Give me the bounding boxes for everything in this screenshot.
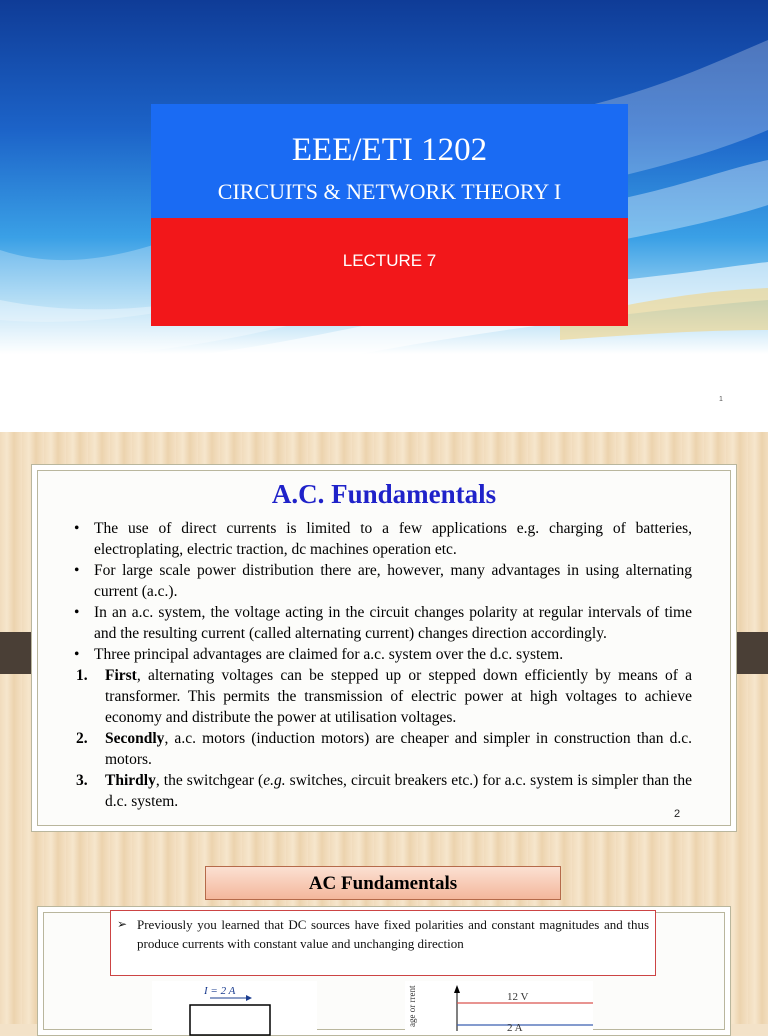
- note-box: ➢ Previously you learned that DC sources have fixed polarities and constant magnitudes and thus produce currents with constant value and unchanging direction: [110, 910, 656, 976]
- title-box: [151, 104, 628, 218]
- slide-heading: A.C. Fundamentals: [271, 479, 497, 509]
- lecture-box: [151, 218, 628, 326]
- bullet-item: • The use of direct currents is limited to a few applications e.g. charging of batteries, electroplating, electric traction, dc machines operation etc.: [74, 520, 692, 558]
- ac-fundamentals-slide: [0, 432, 768, 850]
- lecture-label: LECTURE 7: [342, 251, 437, 270]
- arrow-bullet-icon: ➢: [117, 917, 128, 931]
- content-panel: [31, 464, 737, 832]
- slide-heading: AC Fundamentals: [205, 866, 561, 900]
- ac-fundamentals-slide-2: [0, 850, 768, 1034]
- numbered-item: 1. First, alternating voltages can be stepped up or stepped down efficiently by means of a transformer. This permits the transmission of electric power at high voltages to achieve economy and distribute the power at utilisation voltages.: [76, 667, 692, 726]
- course-title: CIRCUITS & NETWORK THEORY I: [217, 179, 562, 204]
- waveform-figure: [405, 981, 593, 1034]
- slide-body: [72, 518, 692, 812]
- bullet-item: • In an a.c. system, the voltage acting in the circuit changes polarity at regular intervals of time and the resulting current (called alternating current) changes direction accordingly.: [74, 604, 692, 642]
- page-number: 2: [674, 808, 681, 820]
- circuit-loop: [190, 1005, 270, 1035]
- title-slide: [0, 0, 768, 432]
- voltage-label: 12 V: [507, 991, 529, 1003]
- current-label: I = 2 A: [204, 985, 236, 997]
- numbered-item: 3. Thirdly, the switchgear (e.g. switches, circuit breakers etc.) for a.c. system is simpler than the d.c. system.: [76, 772, 692, 810]
- axis-label: age or rrent: [407, 985, 417, 1027]
- bullet-item: • Three principal advantages are claimed for a.c. system over the d.c. system.: [74, 646, 564, 663]
- circuit-figure: [152, 981, 317, 1031]
- page-number: 1: [719, 396, 723, 403]
- bullet-item: • For large scale power distribution there are, however, many advantages in using alternating current (a.c.).: [74, 562, 692, 600]
- numbered-item: 2. Secondly, a.c. motors (induction motors) are cheaper and simpler in construction than d.c. motors.: [76, 730, 692, 768]
- course-code: EEE/ETI 1202: [291, 132, 488, 168]
- current-value-label: 2 A: [507, 1022, 523, 1034]
